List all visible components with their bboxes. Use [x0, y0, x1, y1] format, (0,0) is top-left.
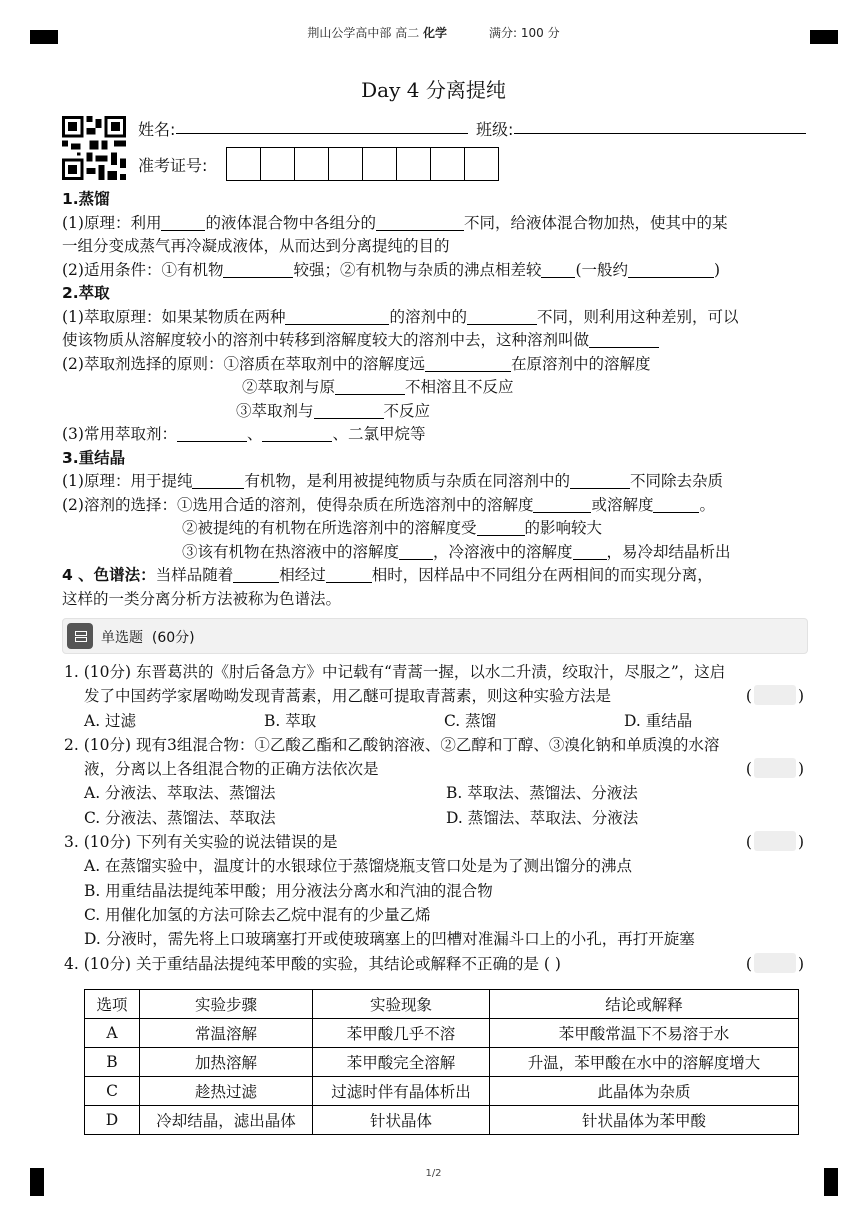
qr-code-icon — [62, 116, 126, 180]
paren-open: ( — [745, 687, 752, 706]
page-number: 1/2 — [425, 1168, 442, 1179]
blank[interactable] — [326, 567, 372, 584]
text: (1)萃取原理：如果某物质在两种 — [62, 307, 286, 326]
name-label: 姓名: — [138, 120, 176, 139]
heading-chromatography: 4 、色谱法： — [62, 566, 156, 584]
table-header: 实验步骤 — [140, 990, 313, 1019]
text-line — [62, 212, 810, 236]
blank[interactable] — [541, 261, 575, 278]
answer-field[interactable] — [754, 758, 796, 778]
blank[interactable] — [376, 214, 464, 231]
table-row — [85, 1048, 799, 1077]
id-digit-box[interactable] — [431, 148, 465, 180]
text: 的溶剂中的 — [389, 307, 467, 326]
blank[interactable] — [570, 473, 630, 490]
blank[interactable] — [335, 379, 405, 396]
table-cell: 加热溶解 — [140, 1048, 313, 1077]
question-text: 液，分离以上各组混合物的正确方法依次是 — [84, 760, 379, 779]
answer-field[interactable] — [754, 685, 796, 705]
text: 在原溶剂中的溶解度 — [510, 354, 651, 373]
blank[interactable] — [223, 261, 293, 278]
header-score: 满分: 100 分 — [489, 26, 560, 40]
question-3-line1 — [64, 830, 808, 854]
table-header: 选项 — [85, 990, 140, 1019]
blank[interactable] — [573, 543, 607, 560]
option-a[interactable]: A. 在蒸馏实验中，温度计的水银球位于蒸馏烧瓶支管口处是为了测出馏分的沸点 — [84, 857, 633, 876]
blank[interactable] — [262, 426, 332, 443]
text-line — [62, 494, 810, 518]
text: 较强；②有机物与杂质的沸点相差较 — [293, 260, 542, 279]
answer-box[interactable] — [746, 830, 804, 854]
text: 不反应 — [383, 401, 431, 420]
text-line — [62, 329, 810, 353]
text-line — [62, 423, 810, 447]
section-header — [62, 618, 808, 654]
text-line — [62, 400, 810, 424]
text: ③萃取剂与 — [236, 401, 314, 420]
option-a[interactable]: A. 过滤 — [84, 711, 137, 730]
paren-open: ( — [745, 954, 752, 973]
option-d[interactable]: D. 分液时，需先将上口玻璃塞打开或使玻璃塞上的凹槽对准漏斗口上的小孔，再打开旋塞 — [84, 930, 695, 949]
id-label: 准考证号: — [138, 156, 208, 175]
text: (1)原理：利用 — [62, 213, 162, 232]
question-text: 发了中国药学家屠呦呦发现青蒿素，用乙醚可提取青蒿素，则这种实验方法是 — [84, 687, 612, 706]
blank[interactable] — [192, 473, 244, 490]
text: 或溶解度 — [591, 495, 654, 514]
question-4-line1 — [64, 952, 808, 976]
name-field[interactable] — [176, 133, 468, 134]
heading-extraction: 2.萃取 — [62, 284, 110, 302]
questions — [64, 660, 808, 976]
text: 。 — [699, 495, 715, 514]
table-row — [85, 1019, 799, 1048]
id-digit-box[interactable] — [465, 148, 498, 180]
text: 的液体混合物中各组分的 — [205, 213, 376, 232]
table-cell: 针状晶体 — [313, 1106, 490, 1135]
answer-box[interactable] — [746, 952, 804, 976]
table-cell: 苯甲酸几乎不溶 — [313, 1019, 490, 1048]
id-digit-box[interactable] — [261, 148, 295, 180]
table-cell: 冷却结晶，滤出晶体 — [140, 1106, 313, 1135]
id-digit-box[interactable] — [363, 148, 397, 180]
blank[interactable] — [285, 308, 389, 325]
id-digit-box[interactable] — [227, 148, 261, 180]
text-line — [62, 259, 810, 283]
section-points: (60分) — [151, 630, 195, 646]
blank[interactable] — [653, 496, 699, 513]
table-cell: 针状晶体为苯甲酸 — [490, 1106, 799, 1135]
text-line: 一组分变成蒸气再冷凝成液体，从而达到分离提纯的目的 — [62, 237, 450, 255]
question-text: 3. (10分) 下列有关实验的说法错误的是 — [64, 833, 338, 852]
question-2-line1: 2. (10分) 现有3组混合物：①乙酸乙酯和乙酸钠溶液、②乙醇和丁醇、③溴化钠和单质溴的水溶 — [64, 735, 720, 754]
answer-field[interactable] — [754, 831, 796, 851]
option-b[interactable]: B. 用重结晶法提纯苯甲酸；用分液法分离水和汽油的混合物 — [84, 881, 493, 900]
paren-close: ) — [797, 687, 804, 706]
blank[interactable] — [177, 426, 247, 443]
id-digit-box[interactable] — [397, 148, 431, 180]
text: 相时，因样品中不同组分在两相间的而实现分离， — [371, 566, 713, 584]
text: 不同除去杂质 — [629, 472, 723, 490]
option-c[interactable]: C. 用催化加氢的方法可除去乙烷中混有的少量乙烯 — [84, 905, 431, 924]
option-c[interactable]: C. 蒸馏 — [444, 711, 497, 730]
list-icon — [67, 623, 93, 649]
paren-close: ) — [797, 833, 804, 852]
table-row — [85, 1077, 799, 1106]
text: 不同，则利用这种差别，可以 — [536, 307, 739, 326]
question-1-line2 — [64, 684, 808, 708]
text: 相经过 — [279, 566, 326, 584]
paren-close: ) — [797, 760, 804, 779]
blank[interactable] — [233, 567, 279, 584]
table-cell: 此晶体为杂质 — [490, 1077, 799, 1106]
page-header — [0, 24, 867, 41]
table-header: 实验现象 — [313, 990, 490, 1019]
table-cell: 常温溶解 — [140, 1019, 313, 1048]
text-line — [62, 541, 810, 565]
table-header-row — [85, 990, 799, 1019]
answer-box[interactable] — [746, 684, 804, 708]
text: 的影响较大 — [524, 519, 603, 537]
text: 有机物，是利用被提纯物质与杂质在同溶剂中的 — [244, 472, 570, 490]
text-line — [62, 306, 810, 330]
class-label: 班级: — [476, 120, 514, 139]
table-cell: A — [85, 1019, 140, 1048]
answer-box[interactable] — [746, 757, 804, 781]
blank[interactable] — [467, 308, 537, 325]
blank[interactable] — [314, 402, 384, 419]
text: (1)原理：用于提纯 — [62, 472, 193, 490]
table-cell: 苯甲酸常温下不易溶于水 — [490, 1019, 799, 1048]
option-d[interactable]: D. 蒸馏法、萃取法、分液法 — [446, 808, 639, 827]
question-1-line1: 1. (10分) 东晋葛洪的《肘后备急方》中记载有“青蒿一握，以水二升渍，绞取汁，尽服之”，这启 — [64, 663, 726, 681]
text: ③该有机物在热溶液中的溶解度 — [182, 542, 400, 561]
option-b[interactable]: B. 萃取 — [264, 711, 317, 730]
class-field[interactable] — [514, 133, 806, 134]
section-title — [101, 627, 195, 647]
id-number-boxes[interactable] — [226, 147, 499, 181]
header-school: 荆山公学高中部 高二 — [307, 26, 420, 40]
text: 、二氯甲烷等 — [332, 425, 426, 443]
question-1-options — [64, 709, 808, 733]
text: (一般约 — [575, 260, 629, 279]
question-text: 4. (10分) 关于重结晶法提纯苯甲酸的实验，其结论或解释不正确的是 ( ) — [64, 954, 561, 973]
text: ②被提纯的有机物在所选溶剂中的溶解度受 — [182, 519, 477, 537]
blank[interactable] — [161, 214, 205, 231]
table-cell: 升温，苯甲酸在水中的溶解度增大 — [490, 1048, 799, 1077]
text: (2)适用条件：①有机物 — [62, 260, 224, 279]
text-line — [62, 517, 810, 541]
blank[interactable] — [399, 543, 433, 560]
section-title-text: 单选题 — [101, 630, 143, 646]
table-cell: B — [85, 1048, 140, 1077]
text-line: 这样的一类分离分析方法被称为色谱法。 — [62, 589, 342, 608]
blank[interactable] — [477, 520, 525, 537]
paren-open: ( — [745, 833, 752, 852]
table-cell: D — [85, 1106, 140, 1135]
option-c[interactable]: C. 分液法、蒸馏法、萃取法 — [84, 808, 276, 827]
id-digit-box[interactable] — [329, 148, 363, 180]
table-cell: 苯甲酸完全溶解 — [313, 1048, 490, 1077]
blank[interactable] — [589, 332, 659, 349]
option-d[interactable]: D. 重结晶 — [624, 711, 693, 730]
text: ，冷溶液中的溶解度 — [433, 542, 573, 561]
question-2-line2 — [64, 757, 808, 781]
question-2-options — [64, 781, 808, 805]
table-cell: C — [85, 1077, 140, 1106]
heading-recrystallization: 3.重结晶 — [62, 448, 126, 467]
text: ，易冷却结晶析出 — [606, 542, 731, 561]
text: (2)溶剂的选择：①选用合适的溶剂，使得杂质在所选溶剂中的溶解度 — [62, 495, 534, 514]
option-b[interactable]: B. 萃取法、蒸馏法、分液法 — [446, 784, 638, 803]
table-cell: 过滤时伴有晶体析出 — [313, 1077, 490, 1106]
text: ②萃取剂与原 — [242, 378, 336, 396]
table-row — [85, 1106, 799, 1135]
experiment-table — [84, 989, 799, 1135]
text-line — [62, 353, 810, 377]
blank[interactable] — [425, 355, 511, 372]
text-line — [62, 470, 810, 494]
blank[interactable] — [533, 496, 591, 513]
table-header: 结论或解释 — [490, 990, 799, 1019]
page-title: Day 4 分离提纯 — [361, 78, 506, 102]
blank[interactable] — [628, 261, 714, 278]
text: (3)常用萃取剂： — [62, 425, 177, 443]
table-cell: 趁热过滤 — [140, 1077, 313, 1106]
text-line — [62, 376, 810, 400]
text: 不相溶且不反应 — [405, 378, 514, 396]
option-a[interactable]: A. 分液法、萃取法、蒸馏法 — [84, 784, 276, 803]
text: ) — [714, 260, 721, 279]
question-2-options — [64, 806, 808, 830]
text: 不同，给液体混合物加热，使其中的某 — [463, 213, 728, 232]
heading-distillation: 1.蒸馏 — [62, 190, 110, 208]
text: 使该物质从溶解度较小的溶剂中转移到溶解度较大的溶剂中去，这种溶剂叫做 — [62, 331, 590, 349]
text-line — [62, 564, 810, 588]
text: 当样品随着 — [155, 566, 234, 584]
id-digit-box[interactable] — [295, 148, 329, 180]
notes-section — [62, 188, 810, 611]
paren-close: ) — [797, 954, 804, 973]
header-subject: 化学 — [423, 26, 448, 40]
text: 、 — [246, 425, 263, 443]
paren-open: ( — [745, 760, 752, 779]
text: (2)萃取剂选择的原则：①溶质在萃取剂中的溶解度远 — [62, 354, 425, 373]
answer-field[interactable] — [754, 953, 796, 973]
